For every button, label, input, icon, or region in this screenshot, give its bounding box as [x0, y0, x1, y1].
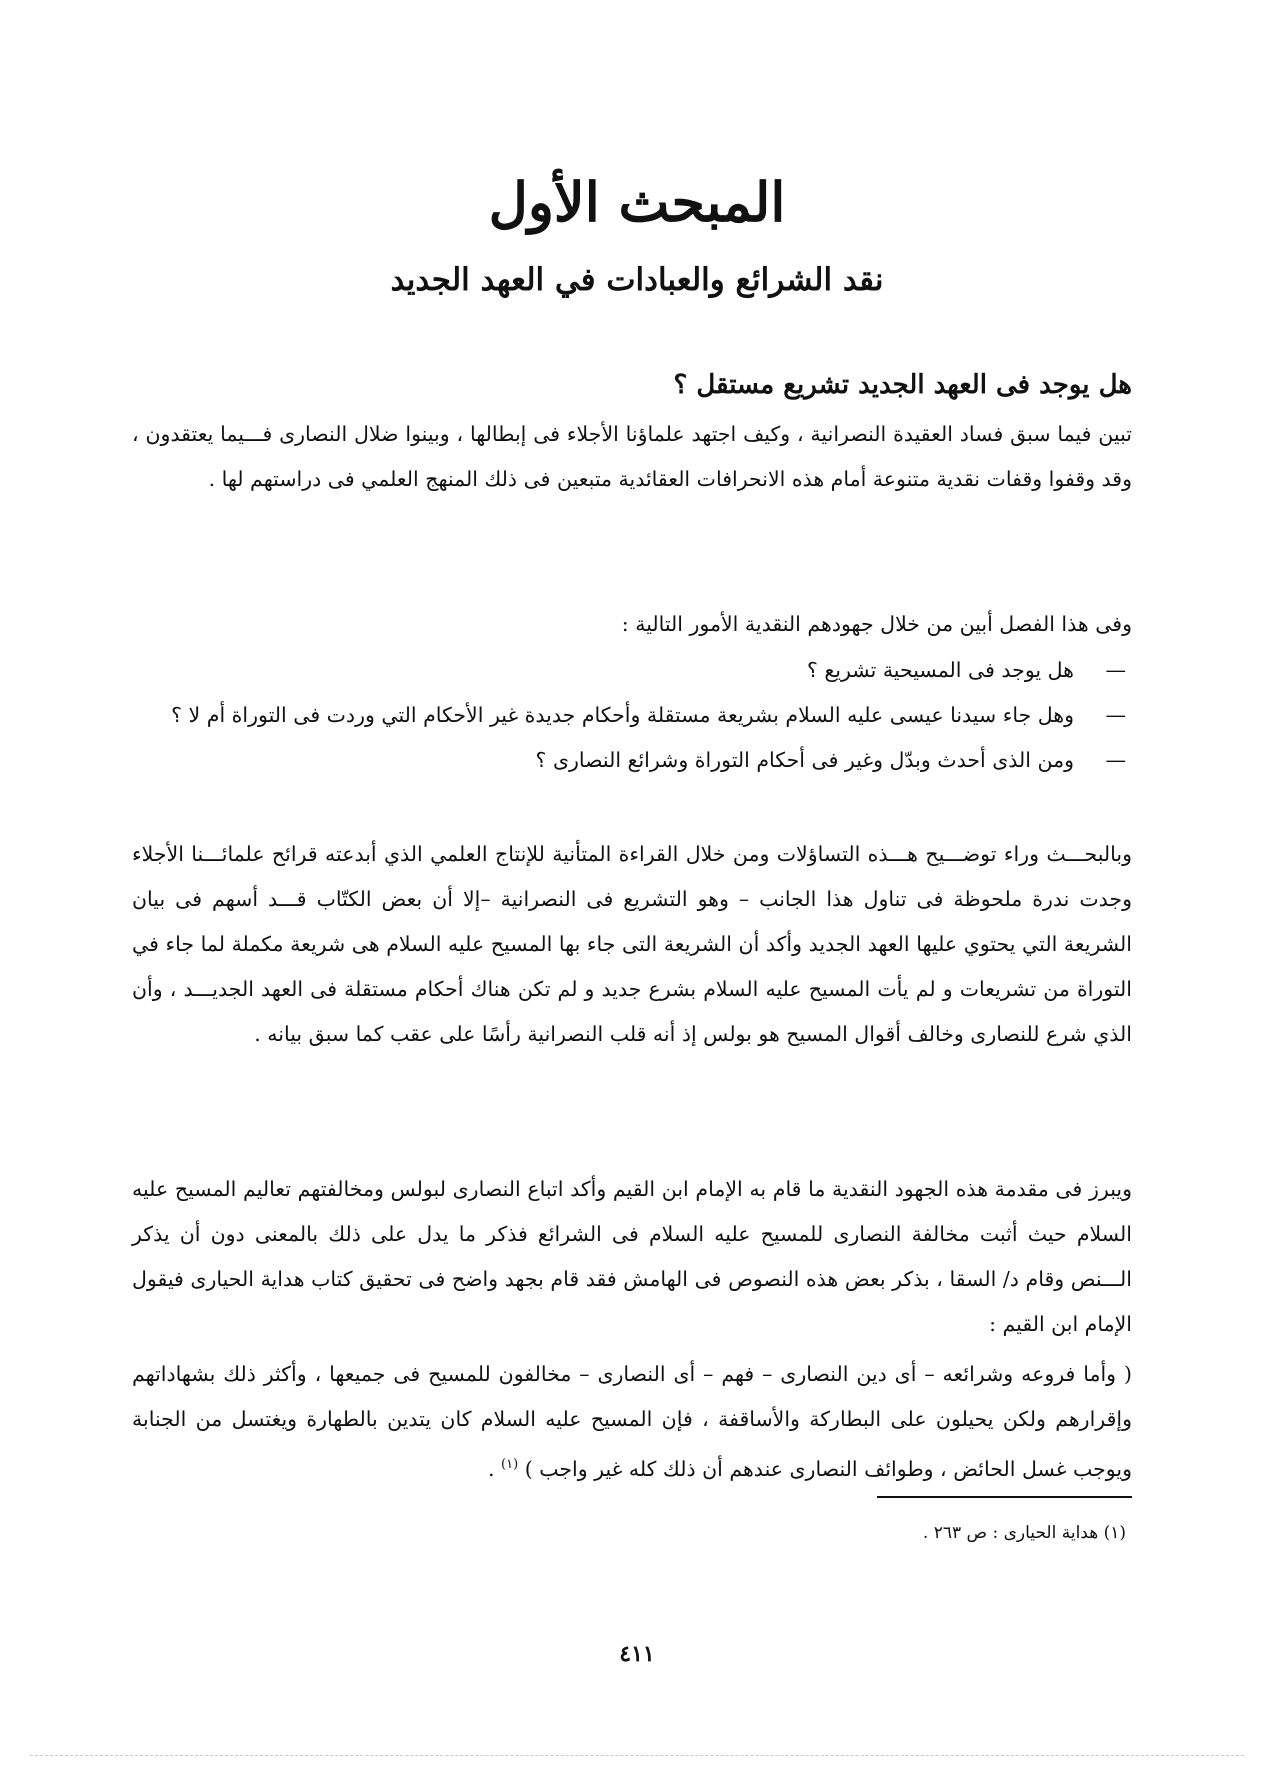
paragraph-4-quote: ( وأما فروعه وشرائعه – أى دين النصارى – فهم – أى النصارى – مخالفون للمسيح فى جميعها ، وأكثر ذلك بشهاداتهم وإقرارهم ولكن يحيلون على البطاركة والأساقفة ، فإن المسيح عليه السلام كان يتدين بالطهارة ويغتسل من الجنابة ويوجب غسل الحائض ، وطوائف النصارى عندهم أن ذلك كله غير واجب ) $^{(١)}$ . [132, 1362, 1132, 1481]
section-heading: هل يوجد فى العهد الجديد تشريع مستقل ؟ [673, 370, 1132, 400]
dash-icon: — [1105, 748, 1126, 772]
chapter-title: المبحث الأول [488, 170, 786, 234]
footnote-reference[interactable]: (١) [501, 1457, 519, 1472]
page-number: ٤١١ [619, 1641, 655, 1667]
list-item: —هل يوجد فى المسيحية تشريع ؟ [132, 648, 1126, 693]
dash-icon: — [1105, 703, 1126, 727]
page-edge-divider [30, 1755, 1244, 1756]
paragraph-2: وبالبحـــث وراء توضـــيح هـــذه التساؤلات ومن خلال القراءة المتأنية للإنتاج العلمي الذي أبدعته قرائح علمائـــنا الأجلاء وجدت ندرة ملحوظة فى تناول هذا الجانب – وهو التشريع فى النصرانية –إلا أن بعض الكتّاب قـــد أسهم فى بيان الشريعة التي يحتوي عليها العهد الجديد وأكد أن الشريعة التى جاء بها المسيح عليه السلام هى شريعة مكملة لما جاء في التوراة من تشريعات و لم يأت المسيح عليه السلام بشرع جديد و لم تكن هناك أحكام مستقلة فى العهد الجديـــد ، وأن الذي شرع للنصارى وخالف أقوال المسيح هو بولس إذ أنه قلب النصرانية رأسًا على عقب كما سبق بيانه . [132, 842, 1132, 1046]
paragraph-1: تبين فيما سبق فساد العقيدة النصرانية ، وكيف اجتهد علماؤنا الأجلاء فى إبطالها ، وبينوا ضلال النصارى فـــيما يعتقدون ، وقد وقفوا وقفات نقدية متنوعة أمام هذه الانحرافات العقائدية متبعين فى ذلك المنهج العلمي فى دراستهم لها . [132, 422, 1132, 491]
dash-icon: — [1105, 658, 1126, 682]
paragraph-3: ويبرز فى مقدمة هذه الجهود النقدية ما قام به الإمام ابن القيم وأكد اتباع النصارى لبولس ومخالفتهم تعاليم المسيح عليه السلام حيث أثبت مخالفة النصارى للمسيح عليه السلام فى الشرائع فذكر ما يدل على ذلك بالمعنى دون أن يذكر الـــنص وقام د/ السقا ، بذكر بعض هذه النصوص فى الهامش فقد قام بجهد واضح فى تحقيق كتاب هداية الحيارى فيقول الإمام ابن القيم : [132, 1177, 1132, 1336]
quote-text: ( وأما فروعه وشرائعه – أى دين النصارى – فهم – أى النصارى – مخالفون للمسيح فى جميعها ، وأكثر ذلك بشهاداتهم وإقرارهم ولكن يحيلون على البطاركة والأساقفة ، فإن المسيح عليه السلام كان يتدين بالطهارة ويغتسل من الجنابة ويوجب غسل الحائض ، وطوائف النصارى عندهم أن ذلك كله غير واجب ) [132, 1362, 1132, 1481]
questions-list [132, 648, 1126, 783]
footnote-divider [877, 1496, 1132, 1498]
footnote: (١) هداية الحيارى : ص ٢٦٣ . [922, 1523, 1126, 1543]
list-intro: وفى هذا الفصل أبين من خلال جهودهم النقدية الأمور التالية : [621, 612, 1132, 636]
list-item: —وهل جاء سيدنا عيسى عليه السلام بشريعة مستقلة وأحكام جديدة غير الأحكام التي وردت فى التوراة أم لا ؟ [132, 693, 1126, 738]
list-item: —ومن الذى أحدث وبدّل وغير فى أحكام التوراة وشرائع النصارى ؟ [132, 738, 1126, 783]
chapter-subtitle: نقد الشرائع والعبادات في العهد الجديد [390, 262, 884, 298]
